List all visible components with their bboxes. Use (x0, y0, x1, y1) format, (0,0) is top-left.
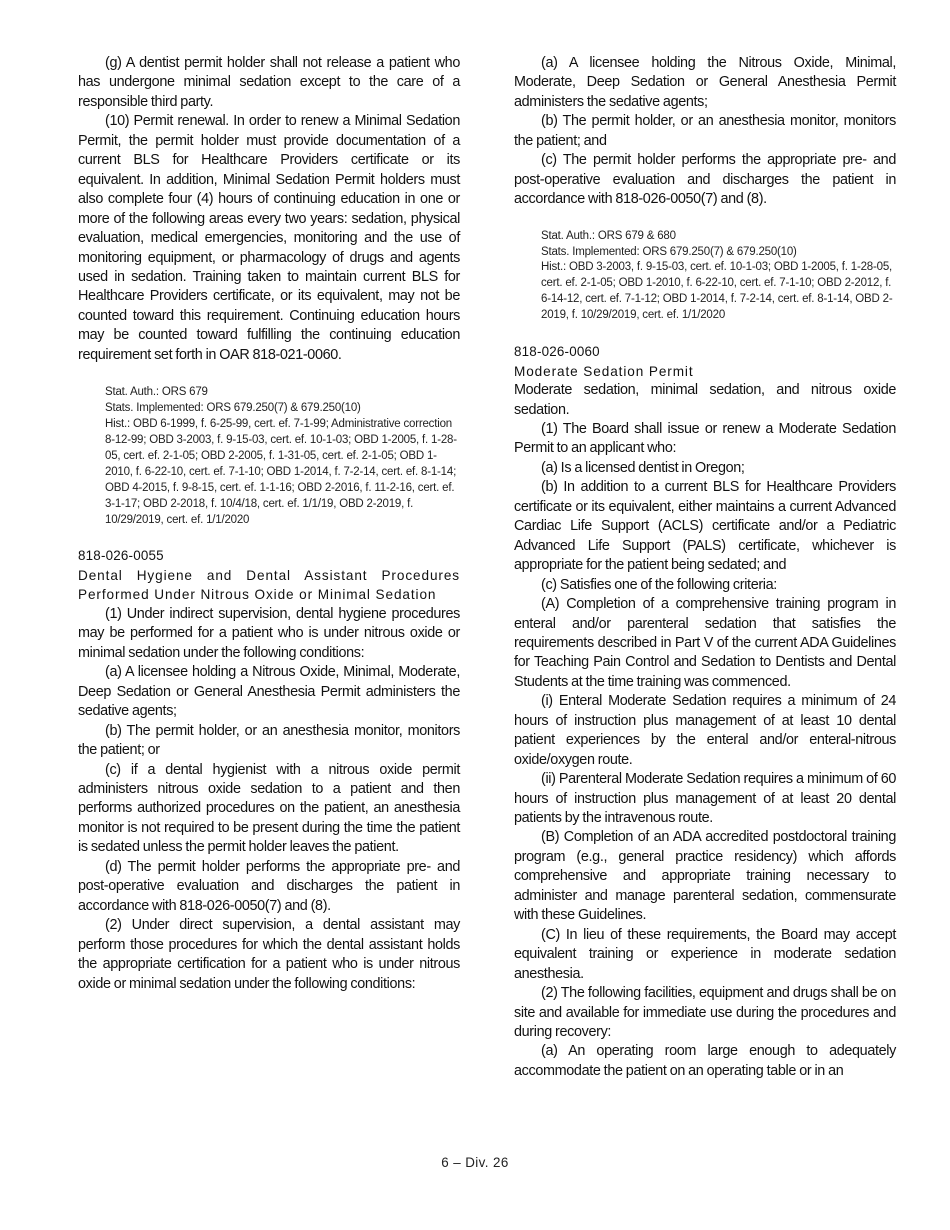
rule-number: 818-026-0055 (78, 548, 164, 564)
rule-history (78, 385, 460, 528)
paragraph: (b) In addition to a current BLS for Healthcare Providers certificate or its equivalent, either maintains a current Advanced Cardiac Life Support (ACLS) certificate and/or a Pediatric Advanced Life Support (PALS) certificate, whichever is appropriate for the patient being sedated; and (514, 479, 896, 574)
stat-auth: Stat. Auth.: ORS 679 & 680 (541, 229, 676, 242)
paragraph: (1) The Board shall issue or renew a Moderate Sedation Permit to an applicant who: (514, 420, 896, 457)
rule-intro: Moderate sedation, minimal sedation, and nitrous oxide sedation. (514, 382, 896, 418)
paragraph: (a) An operating room large enough to adequately accommodate the patient on an operating table or in an (514, 1043, 896, 1079)
right-column (514, 54, 896, 1081)
page-footer: 6 – Div. 26 (441, 1155, 509, 1170)
history-text: Hist.: OBD 6-1999, f. 6-25-99, cert. ef. 7-1-99; Administrative correction 8-12-99; OBD 3-2003, f. 9-15-03, cert. ef. 10-1-03; OBD 1-2005, f. 1-28-05, cert. ef. 2-1-05; OBD 2-2005, f. 1-31-05, cert. ef. 2-1-05; OBD 1-2010, f. 6-22-10, cert. ef. 7-1-10; OBD 1-2014, f. 7-2-14, cert. ef. 8-1-14; OBD 4-2015, f. 9-8-15, cert. ef. 1-1-16; OBD 2-2016, f. 11-2-16, cert. ef. 3-1-17; OBD 2-2018, f. 10/4/18, cert. ef. 1/1/19, OBD 2-2019, f. 10/29/2019, cert. ef. 1/1/2020 (105, 418, 457, 526)
paragraph: (c) The permit holder performs the appropriate pre- and post-operative evaluation and discharges the patient in accordance with 818-026-0050(7) and (8). (514, 152, 896, 208)
paragraph: (2) The following facilities, equipment and drugs shall be on site and available for immediate use during the procedures and during recovery: (514, 985, 896, 1041)
paragraph: (10) Permit renewal. In order to renew a Minimal Sedation Permit, the permit holder must provide documentation of a current BLS for Healthcare Providers certificate or its equivalent. In addition, Minimal Sedation Permit holders must also complete four (4) hours of continuing education in one or more of the following areas every two years: sedation, physical evaluation, medical emergencies, monitoring and the use of monitoring equipment, or pharmacology of drugs and agents used in sedation. Training taken to maintain current BLS for Healthcare Providers certificate, or its equivalent, may not be counted toward this requirement. Continuing education hours may be counted toward fulfilling the continuing education requirement set forth in OAR 818-021-0060. (78, 113, 460, 363)
history-text: Hist.: OBD 3-2003, f. 9-15-03, cert. ef. 10-1-03; OBD 1-2005, f. 1-28-05, cert. ef. 2-1-05; OBD 1-2010, f. 6-22-10, cert. ef. 7-1-10; OBD 2-2012, f. 6-14-12, cert. ef. 7-1-12; OBD 1-2014, f. 7-2-14, cert. ef. 8-1-14, OBD 2-2019, f. 10/29/2019, cert. ef. 1/1/2020 (541, 261, 893, 322)
stats-implemented: Stats. Implemented: ORS 679.250(7) & 679.250(10) (541, 245, 797, 258)
rule-heading (514, 342, 896, 381)
paragraph: (1) Under indirect supervision, dental hygiene procedures may be performed for a patient who is under nitrous oxide or minimal sedation under the following conditions: (78, 605, 460, 661)
rule-title: Dental Hygiene and Dental Assistant Procedures Performed Under Nitrous Oxide or Minimal Sedation (78, 567, 460, 603)
rule-number: 818-026-0060 (514, 344, 600, 360)
rule-heading (78, 546, 460, 605)
paragraph: (b) The permit holder, or an anesthesia monitor, monitors the patient; and (514, 113, 896, 149)
stats-implemented: Stats. Implemented: ORS 679.250(7) & 679.250(10) (105, 402, 361, 415)
paragraph: (d) The permit holder performs the appropriate pre- and post-operative evaluation and discharges the patient in accordance with 818-026-0050(7) and (8). (78, 858, 460, 914)
paragraph: (c) if a dental hygienist with a nitrous oxide permit administers nitrous oxide sedation to a patient and then performs authorized procedures on the patient, an anesthesia monitor is not required to be present during the time the patient is sedated unless the permit holder leaves the patient. (78, 761, 460, 856)
left-column (78, 54, 460, 994)
paragraph: (c) Satisfies one of the following criteria: (541, 576, 777, 593)
paragraph: (i) Enteral Moderate Sedation requires a minimum of 24 hours of instruction plus management of at least 10 dental patient experiences by the enteral and/or enteral-nitrous oxide/oxygen route. (514, 693, 896, 768)
paragraph: (g) A dentist permit holder shall not release a patient who has undergone minimal sedation except to the care of a responsible third party. (78, 55, 460, 110)
paragraph: (a) A licensee holding a Nitrous Oxide, Minimal, Moderate, Deep Sedation or General Anesthesia Permit administers the sedative agents; (78, 664, 460, 720)
paragraph: (a) Is a licensed dentist in Oregon; (541, 459, 745, 476)
paragraph: (b) The permit holder, or an anesthesia monitor, monitors the patient; or (78, 722, 460, 759)
paragraph: (A) Completion of a comprehensive training program in enteral and/or parenteral sedation that satisfies the requirements described in Part V of the current ADA Guidelines for Teaching Pain Control and Sedation to Dentists and Dental Students at the time training was commenced. (514, 596, 896, 690)
paragraph: (C) In lieu of these requirements, the Board may accept equivalent training or experience in moderate sedation anesthesia. (514, 926, 896, 982)
rule-history (514, 229, 896, 324)
paragraph: (B) Completion of an ADA accredited postdoctoral training program (e.g., general practice residency) which affords comprehensive and appropriate training necessary to administer and manage parenteral sedation, commensurate with these Guidelines. (514, 829, 896, 924)
paragraph: (ii) Parenteral Moderate Sedation requires a minimum of 60 hours of instruction plus management of at least 20 dental patients by the intravenous route. (514, 771, 896, 827)
rule-title: Moderate Sedation Permit (514, 363, 694, 379)
paragraph: (2) Under direct supervision, a dental assistant may perform those procedures for which the dental assistant holds the appropriate certification for a patient who is under nitrous oxide or minimal sedation under the following conditions: (78, 917, 460, 992)
stat-auth: Stat. Auth.: ORS 679 (105, 386, 208, 399)
paragraph: (a) A licensee holding the Nitrous Oxide, Minimal, Moderate, Deep Sedation or General Anesthesia Permit administers the sedative agents; (514, 55, 896, 110)
